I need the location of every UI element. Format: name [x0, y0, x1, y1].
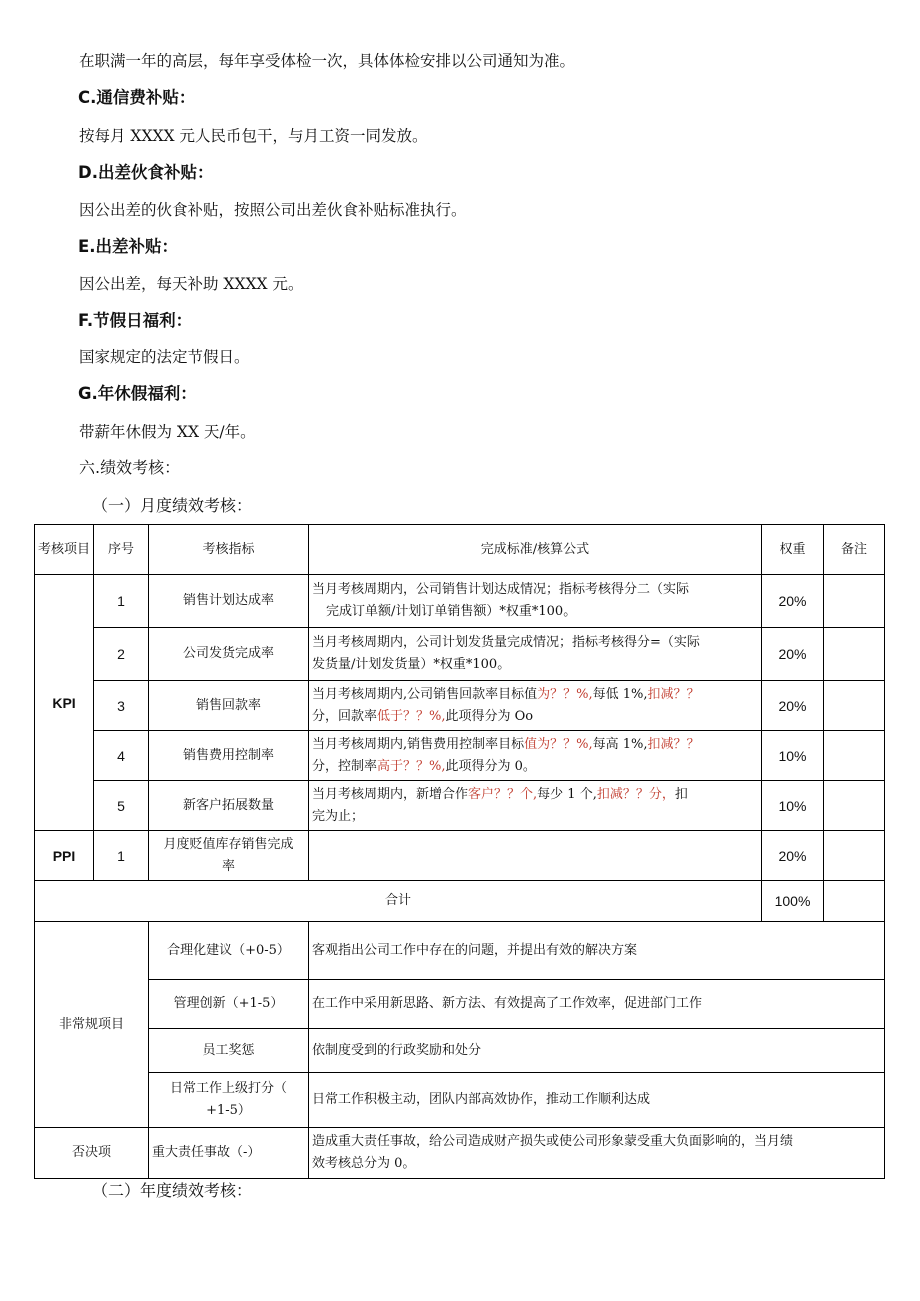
table-row: [35, 1073, 885, 1128]
extra-name: 员工奖惩: [149, 1029, 309, 1073]
row-indicator: 新客户拓展数量: [149, 781, 309, 831]
extra-name: 管理创新（+1-5）: [149, 980, 309, 1029]
veto-name: 重大责任事故（-）: [149, 1128, 309, 1179]
text-e: 因公出差，每天补助 XXXX 元。: [79, 275, 304, 293]
header-standard: 完成标准/核算公式: [309, 525, 762, 575]
table-row: [35, 831, 885, 881]
section-6-title: 六.绩效考核：: [79, 458, 181, 477]
row-note: [824, 831, 885, 881]
row-note: [824, 681, 885, 731]
row-weight: 10%: [762, 781, 824, 831]
extra-name: 日常工作上级打分（ +1-5）: [149, 1073, 309, 1128]
veto-desc: 造成重大责任事故，给公司造成财产损失或使公司形象蒙受重大负面影响的，当月绩 效考核总分为 0。: [309, 1128, 885, 1179]
row-indicator: 月度贬值库存销售完成 率: [149, 831, 309, 881]
row-weight: 20%: [762, 575, 824, 628]
veto-row: [35, 1128, 885, 1179]
medical-text: 在职满一年的高层，每年享受体检一次，具体体检安排以公司通知为准。: [79, 52, 576, 70]
row-indicator: 公司发货完成率: [149, 628, 309, 681]
extra-desc: 依制度受到的行政奖励和处分: [309, 1029, 885, 1073]
row-standard: 当月考核周期内,公司销售回款率目标值为？？%,每低 1%,扣减？？ 分，回款率低于？？%,此项得分为 Oo: [309, 681, 762, 731]
header-note: 备注: [824, 525, 885, 575]
table-row: [35, 575, 885, 628]
row-indicator: 销售回款率: [149, 681, 309, 731]
row-weight: 20%: [762, 628, 824, 681]
row-indicator: 销售费用控制率: [149, 731, 309, 781]
row-no: 1: [94, 575, 149, 628]
row-no: 5: [94, 781, 149, 831]
kpi-label: KPI: [35, 575, 94, 831]
ppi-label: PPI: [35, 831, 94, 881]
row-standard: [309, 831, 762, 881]
table-row: [35, 681, 885, 731]
row-no: 4: [94, 731, 149, 781]
extra-desc: 日常工作积极主动，团队内部高效协作，推动工作顺利达成: [309, 1073, 885, 1128]
row-no: 2: [94, 628, 149, 681]
table-row: [35, 731, 885, 781]
table-header-row: [35, 525, 885, 575]
header-indicator: 考核指标: [149, 525, 309, 575]
table-row: [35, 922, 885, 980]
row-standard: 当月考核周期内，公司计划发货量完成情况；指标考核得分=（实际 发货量/计划发货量）*权重*100。: [309, 628, 762, 681]
heading-d: D.出差伙食补贴：: [78, 163, 214, 182]
row-no: 1: [94, 831, 149, 881]
row-standard: 当月考核周期内,销售费用控制率目标值为？？%,每高 1%,扣减？？ 分，控制率高于？？%,此项得分为 0。: [309, 731, 762, 781]
table-row: [35, 1029, 885, 1073]
row-weight: 20%: [762, 831, 824, 881]
text-g: 带薪年休假为 XX 天/年。: [79, 423, 256, 441]
performance-table: [34, 524, 885, 1179]
row-note: [824, 575, 885, 628]
row-note: [824, 731, 885, 781]
header-no: 序号: [94, 525, 149, 575]
extra-desc: 在工作中采用新思路、新方法、有效提高了工作效率，促进部门工作: [309, 980, 885, 1029]
total-row: [35, 881, 885, 922]
row-standard: 当月考核周期内，新增合作客户？？个,每少 1 个,扣减？？分，扣 完为止；: [309, 781, 762, 831]
veto-label: 否决项: [35, 1128, 149, 1179]
text-d: 因公出差的伙食补贴，按照公司出差伙食补贴标准执行。: [79, 201, 467, 219]
text-f: 国家规定的法定节假日。: [79, 348, 250, 366]
table-row: [35, 781, 885, 831]
table-row: [35, 980, 885, 1029]
header-item: 考核项目: [35, 525, 94, 575]
row-note: [824, 881, 885, 922]
total-label: 合计: [35, 881, 762, 922]
row-standard: 当月考核周期内，公司销售计划达成情况；指标考核得分二（实际 完成订单额/计划订单销售额）*权重*100。: [309, 575, 762, 628]
row-weight: 10%: [762, 731, 824, 781]
heading-f: F.节假日福利：: [78, 311, 193, 330]
row-weight: 20%: [762, 681, 824, 731]
text-c: 按每月 XXXX 元人民币包干，与月工资一同发放。: [79, 127, 428, 145]
row-note: [824, 628, 885, 681]
header-weight: 权重: [762, 525, 824, 575]
row-note: [824, 781, 885, 831]
row-no: 3: [94, 681, 149, 731]
heading-e: E.出差补贴：: [78, 237, 179, 256]
total-weight: 100%: [762, 881, 824, 922]
row-indicator: 销售计划达成率: [149, 575, 309, 628]
extra-desc: 客观指出公司工作中存在的问题，并提出有效的解决方案: [309, 922, 885, 980]
monthly-title: （一）月度绩效考核：: [92, 496, 253, 515]
heading-g: G.年休假福利：: [78, 384, 197, 403]
heading-c: C.通信费补贴：: [78, 88, 196, 107]
extra-name: 合理化建议（+0-5）: [149, 922, 309, 980]
table-row: [35, 628, 885, 681]
annual-title: （二）年度绩效考核：: [92, 1181, 253, 1200]
extra-label: 非常规项目: [35, 922, 149, 1128]
